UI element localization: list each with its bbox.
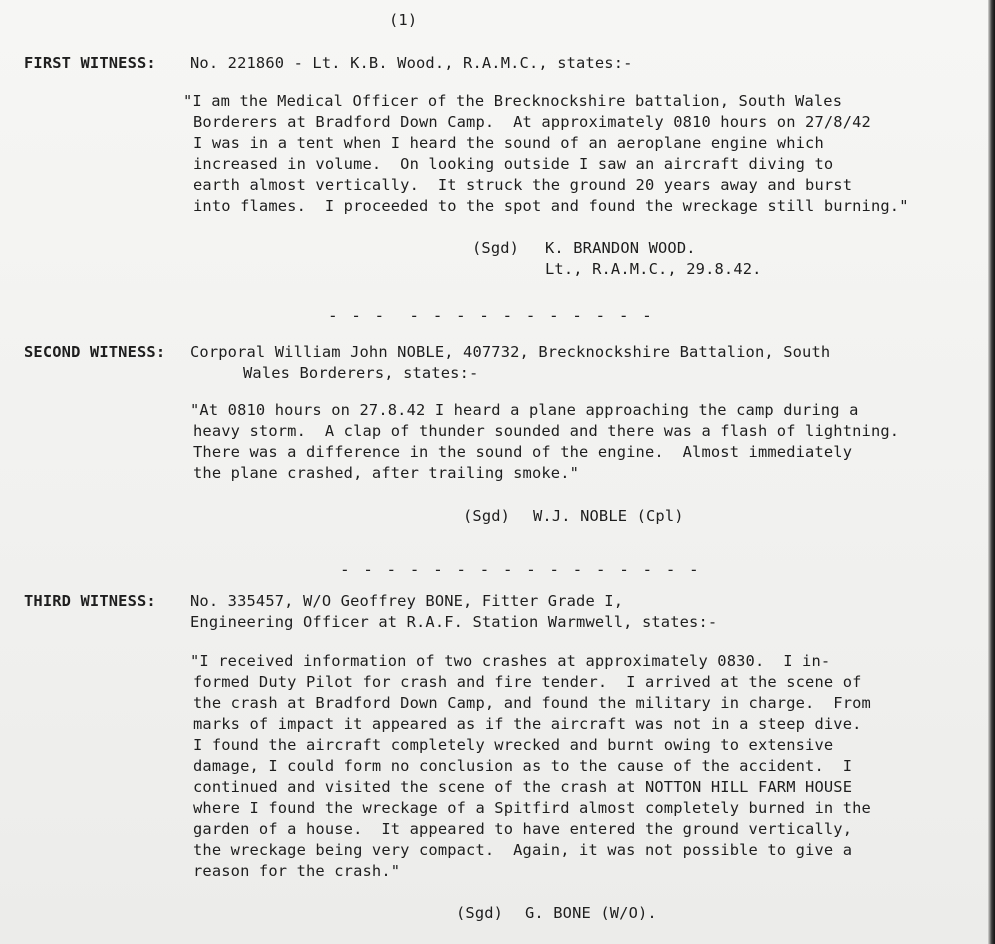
statement-line: heavy storm. A clap of thunder sounded and there was a flash of lightning. (193, 422, 900, 440)
second-witness-header: Corporal William John NOBLE, 407732, Brecknockshire Battalion, South (190, 343, 831, 361)
statement-line: increased in volume. On looking outside I saw an aircraft diving to (193, 155, 834, 173)
page-number: (1) (389, 11, 418, 29)
first-witness-label: FIRST WITNESS: (24, 54, 156, 72)
second-witness-sgd: (Sgd) (463, 507, 511, 525)
statement-line: damage, I could form no conclusion as to the cause of the accident. I (193, 757, 853, 775)
second-witness-label: SECOND WITNESS: (24, 343, 166, 361)
statement-line: reason for the crash." (193, 862, 401, 880)
statement-line: There was a difference in the sound of the engine. Almost immediately (193, 443, 853, 461)
third-witness-label: THIRD WITNESS: (24, 592, 156, 610)
statement-line: the crash at Bradford Down Camp, and found the military in charge. From (193, 694, 871, 712)
statement-line: I found the aircraft completely wrecked and burnt owing to extensive (193, 736, 834, 754)
third-witness-signature: G. BONE (W/O). (525, 904, 657, 922)
statement-line: marks of impact it appeared as if the aircraft was not in a steep dive. (193, 715, 862, 733)
third-witness-header: No. 335457, W/O Geoffrey BONE, Fitter Grade I, (190, 592, 624, 610)
statement-line: into flames. I proceeded to the spot and found the wreckage still burning." (193, 197, 909, 215)
third-witness-sgd: (Sgd) (456, 904, 504, 922)
first-witness-signature-rank: Lt., R.A.M.C., 29.8.42. (545, 260, 762, 278)
third-witness-header-cont: Engineering Officer at R.A.F. Station Warmwell, states:- (190, 613, 718, 631)
statement-line: garden of a house. It appeared to have entered the ground vertically, (193, 820, 853, 838)
statement-line: the plane crashed, after trailing smoke." (193, 464, 580, 482)
first-witness-header: No. 221860 - Lt. K.B. Wood., R.A.M.C., states:- (190, 54, 633, 72)
second-witness-header-cont: Wales Borderers, states:- (243, 364, 479, 382)
second-witness-signature: W.J. NOBLE (Cpl) (533, 507, 684, 525)
statement-line: "I received information of two crashes at approximately 0830. I in- (190, 652, 831, 670)
statement-line: "I am the Medical Officer of the Brecknockshire battalion, South Wales (183, 92, 843, 110)
statement-line: formed Duty Pilot for crash and fire tender. I arrived at the scene of (193, 673, 862, 691)
page-edge (988, 0, 995, 944)
first-witness-sgd: (Sgd) (472, 239, 520, 257)
first-witness-signature-name: K. BRANDON WOOD. (545, 239, 696, 257)
separator-line: - - - - - - - - - - - - - - - - (340, 560, 701, 579)
statement-line: the wreckage being very compact. Again, it was not possible to give a (193, 841, 853, 859)
statement-line: Borderers at Bradford Down Camp. At approximately 0810 hours on 27/8/42 (193, 113, 871, 131)
statement-line: "At 0810 hours on 27.8.42 I heard a plane approaching the camp during a (190, 401, 859, 419)
statement-line: where I found the wreckage of a Spitfird almost completely burned in the (193, 799, 871, 817)
statement-line: I was in a tent when I heard the sound of an aeroplane engine which (193, 134, 824, 152)
separator-line: - - - - - - - - - - - - - - (328, 306, 654, 325)
statement-line: earth almost vertically. It struck the ground 20 years away and burst (193, 176, 853, 194)
statement-line: continued and visited the scene of the crash at NOTTON HILL FARM HOUSE (193, 778, 853, 796)
